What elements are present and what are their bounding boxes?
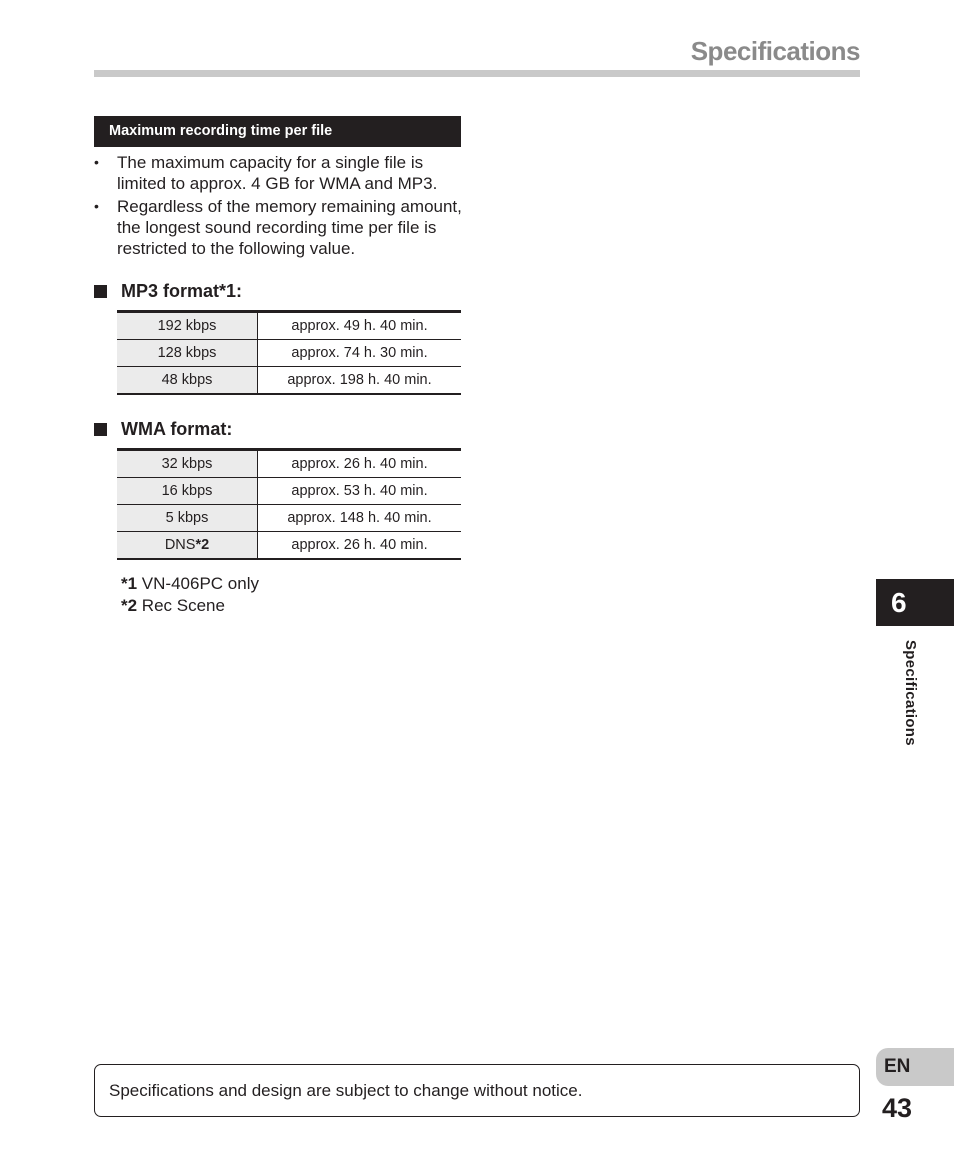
time-cell: approx. 198 h. 40 min. [287,372,432,388]
mp3-format-heading-text: MP3 format*1: [121,281,243,301]
table-row [117,312,461,340]
footnote: *2 Rec Scene [121,596,225,615]
list-item [94,152,466,194]
bullet-text: The maximum capacity for a single file is limited to approx. 4 GB for WMA and MP3. [117,153,438,193]
time-cell: approx. 148 h. 40 min. [287,510,432,526]
bitrate-cell: DNS*2 [117,532,258,560]
title-rule [94,70,860,77]
bullet-text: Regardless of the memory remaining amount, the longest sound recording time per file is restricted to the following value. [117,197,462,258]
mp3-format-heading [94,281,242,302]
time-cell: approx. 26 h. 40 min. [291,537,428,553]
table-row [117,340,461,367]
bitrate-cell: 5 kbps [117,505,258,532]
time-cell: approx. 53 h. 40 min. [291,483,428,499]
bitrate-cell: 192 kbps [117,312,258,340]
table-row [117,367,461,395]
notice-box: Specifications and design are subject to change without notice. [94,1064,860,1117]
page-title: Specifications [690,36,860,66]
time-cell: approx. 49 h. 40 min. [291,318,428,334]
mp3-table [117,310,461,395]
list-item [94,196,466,259]
language-tab: EN [876,1048,954,1086]
page-number: 43 [882,1093,913,1123]
time-cell: approx. 74 h. 30 min. [291,345,428,361]
bitrate-cell: 48 kbps [117,367,258,395]
chapter-tab: 6 [876,579,954,626]
wma-table [117,448,461,560]
square-bullet-icon [94,285,107,298]
bullet-icon: • [94,198,99,214]
footnote: *1 VN-406PC only [121,574,259,593]
wma-format-heading-text: WMA format: [121,419,233,439]
square-bullet-icon [94,423,107,436]
bullet-list [94,152,466,261]
wma-format-heading [94,419,232,440]
time-cell: approx. 26 h. 40 min. [291,456,428,472]
table-row [117,532,461,560]
bitrate-cell: 32 kbps [117,450,258,478]
bullet-icon: • [94,154,99,170]
table-row [117,450,461,478]
table-row [117,505,461,532]
bitrate-cell: 128 kbps [117,340,258,367]
table-row [117,478,461,505]
footnotes [121,573,259,617]
chapter-side-label: Specifications [902,640,919,746]
bitrate-cell: 16 kbps [117,478,258,505]
section-heading: Maximum recording time per file [94,116,461,147]
